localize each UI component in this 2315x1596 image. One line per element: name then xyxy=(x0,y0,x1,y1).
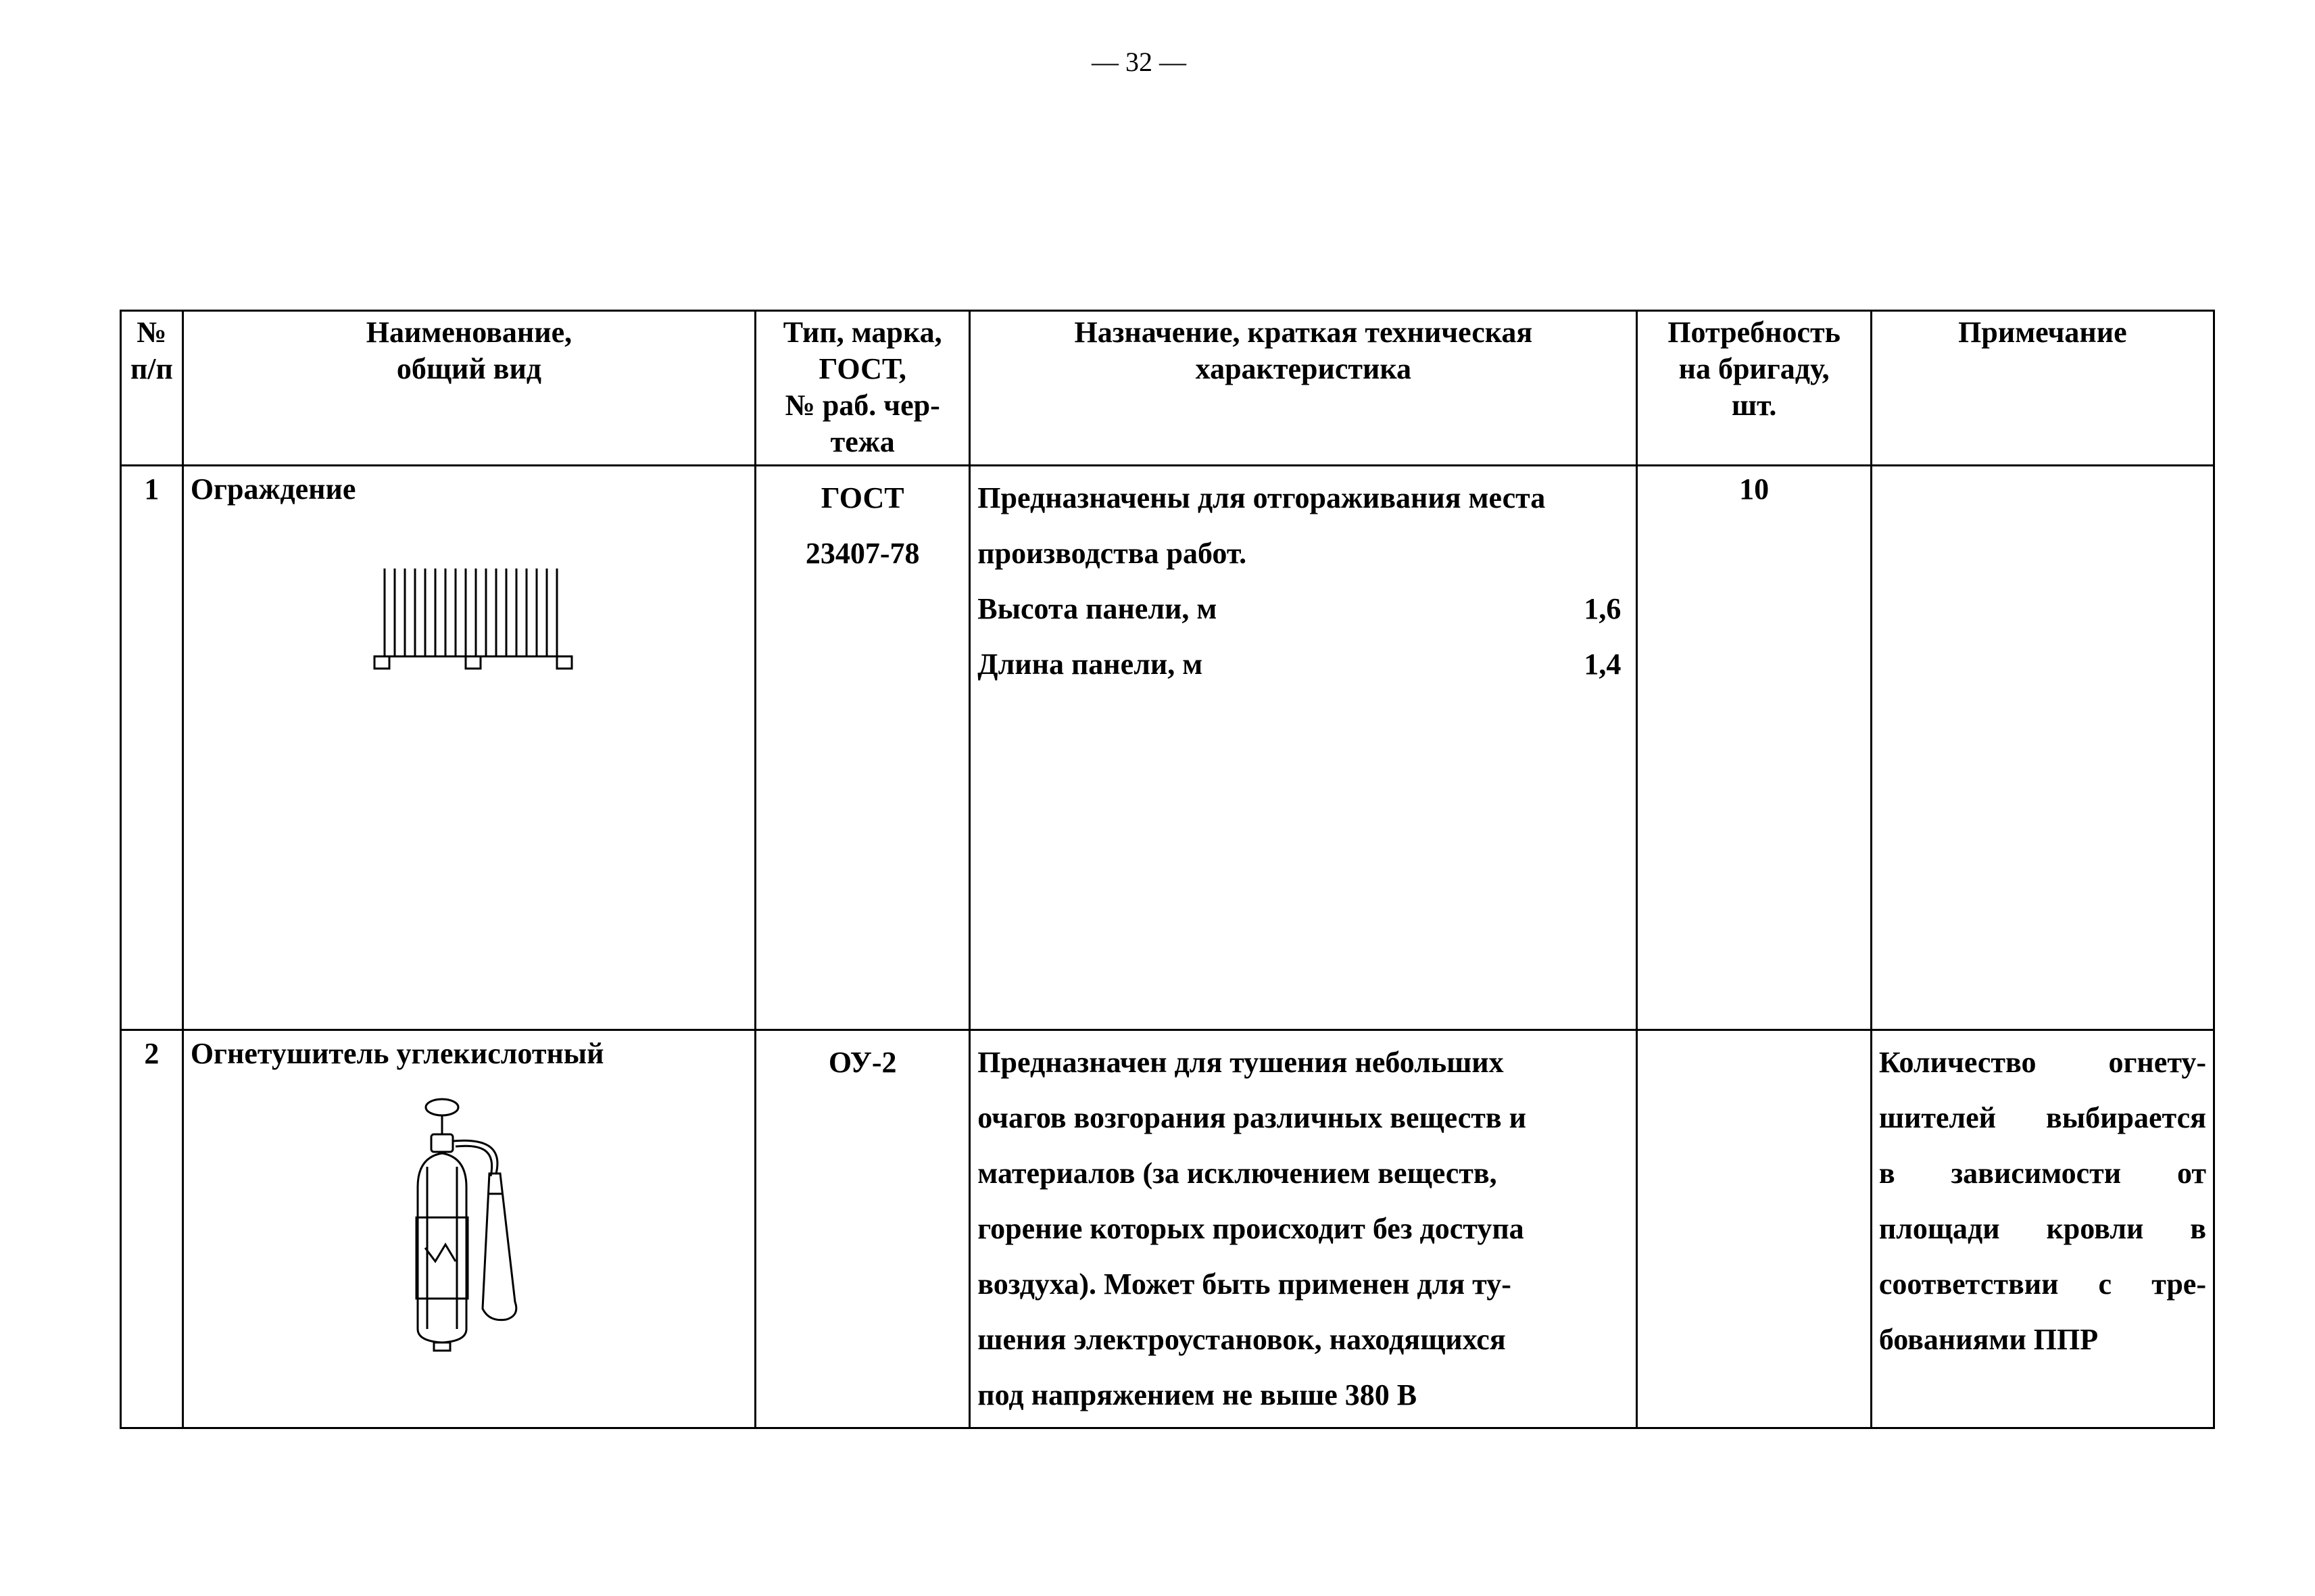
row-need xyxy=(1637,1030,1871,1428)
row-name: Огнетушитель углекислотный xyxy=(190,1037,604,1070)
row-description-cell: Предназначены для отгораживания места производства работ. Высота панели, м 1,6 Длина панели, м 1,4 xyxy=(970,466,1637,1030)
row-type-cell: ГОСТ 23407-78 xyxy=(756,466,970,1030)
co2-extinguisher-icon xyxy=(388,1092,550,1363)
page-number: — 32 — xyxy=(1092,47,1186,77)
header-need: Потребность на бригаду, шт. xyxy=(1637,311,1871,466)
row-name: Ограждение xyxy=(190,473,356,506)
header-note: Примечание xyxy=(1871,311,2214,466)
header-type: Тип, марка, ГОСТ, № раб. чер- тежа xyxy=(756,311,970,466)
row-number: 2 xyxy=(121,1030,183,1428)
row-description-cell: Предназначен для тушения небольших очагов возгорания различных веществ и материалов (за исключением веществ, горение которых происходит без доступа воздуха). Может быть применен для ту- шения электроустановок, находящихся под напряжением не выше 380 В xyxy=(970,1030,1637,1428)
param-height: Высота панели, м 1,6 xyxy=(977,592,1622,625)
table-header-row xyxy=(121,311,2214,466)
row-type-cell: ОУ-2 xyxy=(756,1030,970,1428)
table-row xyxy=(121,1030,2214,1428)
header-num: № п/п xyxy=(121,311,183,466)
header-name: Наименование, общий вид xyxy=(182,311,755,466)
row-name-cell xyxy=(182,466,755,1030)
equipment-table xyxy=(120,310,2215,1429)
row-need: 10 xyxy=(1637,466,1871,1030)
param-length: Длина панели, м 1,4 xyxy=(977,648,1622,681)
row-name-cell xyxy=(182,1030,755,1428)
row-note-cell xyxy=(1871,466,2214,1030)
fence-panel-icon xyxy=(347,555,591,683)
row-note-cell: Количество огнету- шителей выбирается в зависимости от площади кровли в соответствии с тре- бованиями ППР xyxy=(1871,1030,2214,1428)
row-number: 1 xyxy=(121,466,183,1030)
table-row xyxy=(121,466,2214,1030)
header-description: Назначение, краткая техническая характеристика xyxy=(970,311,1637,466)
